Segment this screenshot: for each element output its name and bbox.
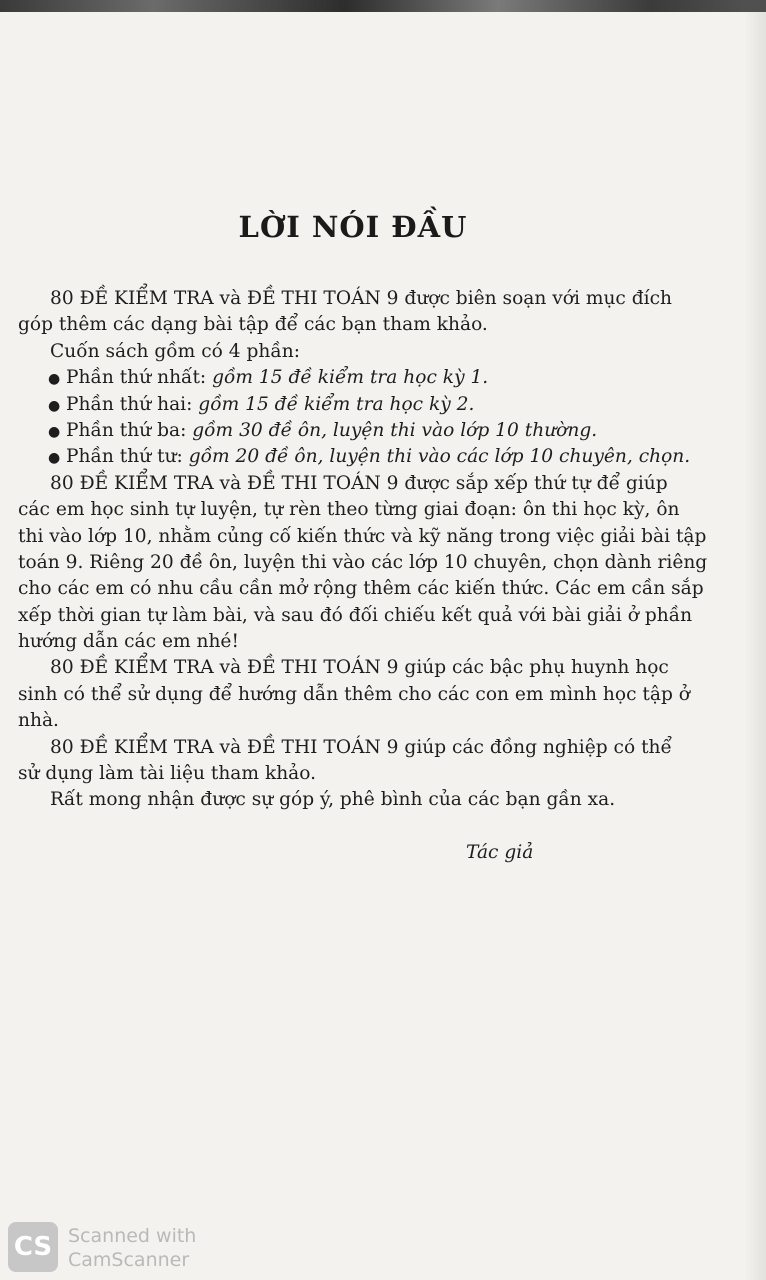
watermark-line-2: CamScanner: [68, 1249, 190, 1271]
paragraph-1-line-1: 80 ĐỀ KIỂM TRA và ĐỀ THI TOÁN 9 được biên soạn với mục đích: [50, 288, 672, 309]
part-label: Phần thứ tư:: [66, 446, 183, 468]
bullet-icon: ●: [48, 450, 61, 467]
part-desc: gồm 20 đề ôn, luyện thi vào các lớp 10 chuyên, chọn.: [188, 446, 691, 468]
paragraph-2-line-1: 80 ĐỀ KIỂM TRA và ĐỀ THI TOÁN 9 được sắp xếp thứ tự để giúp: [50, 472, 668, 494]
watermark-line-1: Scanned with: [68, 1225, 197, 1247]
part-label: Phần thứ nhất:: [66, 367, 207, 389]
paragraph-3-line-2: sinh có thể sử dụng để hướng dẫn thêm cho các con em mình học tập ở: [18, 683, 690, 705]
bullet-icon: ●: [48, 371, 61, 388]
part-desc: gồm 15 đề kiểm tra học kỳ 2.: [198, 393, 475, 415]
author-signature: Tác giả: [466, 842, 534, 863]
preface-body: [18, 286, 708, 814]
page-shadow: [744, 0, 766, 1280]
paragraph-2-line-2: các em học sinh tự luyện, tự rèn theo từng giai đoạn: ôn thi học kỳ, ôn: [18, 499, 680, 521]
part-label: Phần thứ ba:: [66, 419, 187, 441]
part-item-4: [18, 444, 694, 470]
paragraph-2-line-7: hướng dẫn các em nhé!: [18, 631, 239, 653]
scan-top-edge: [0, 0, 766, 12]
paragraph-3-line-3: nhà.: [18, 710, 59, 732]
part-item-2: [18, 392, 694, 418]
part-label: Phần thứ hai:: [66, 393, 193, 415]
part-item-1: [18, 365, 694, 391]
paragraph-4-line-1: 80 ĐỀ KIỂM TRA và ĐỀ THI TOÁN 9 giúp các đồng nghiệp có thể: [50, 736, 672, 758]
part-desc: gồm 15 đề kiểm tra học kỳ 1.: [212, 367, 489, 389]
paragraph-4-line-2: sử dụng làm tài liệu tham khảo.: [18, 763, 317, 785]
paragraph-2-line-5: cho các em có nhu cầu cần mở rộng thêm các kiến thức. Các em cần sắp: [18, 578, 704, 600]
part-desc: gồm 30 đề ôn, luyện thi vào lớp 10 thường.: [192, 419, 598, 441]
paragraph-3-line-1: 80 ĐỀ KIỂM TRA và ĐỀ THI TOÁN 9 giúp các bậc phụ huynh học: [50, 657, 669, 679]
bullet-icon: ●: [48, 397, 61, 414]
paragraph-2-line-3: thi vào lớp 10, nhằm củng cố kiến thức và kỹ năng trong việc giải bài tập: [18, 525, 707, 547]
closing-line: Rất mong nhận được sự góp ý, phê bình của các bạn gần xa.: [50, 789, 616, 811]
watermark-text: [68, 1224, 196, 1272]
structure-intro: Cuốn sách gồm có 4 phần:: [50, 340, 300, 362]
paragraph-2-line-4: toán 9. Riêng 20 đề ôn, luyện thi vào các lớp 10 chuyên, chọn dành riêng: [18, 551, 708, 573]
part-item-3: [18, 418, 694, 444]
page-title: LỜI NÓI ĐẦU: [238, 210, 468, 244]
bullet-icon: ●: [48, 423, 61, 440]
paragraph-1-line-2: góp thêm các dạng bài tập để các bạn tham khảo.: [18, 314, 488, 336]
camscanner-logo-icon: CS: [8, 1222, 58, 1272]
paragraph-2-line-6: xếp thời gian tự làm bài, và sau đó đối chiếu kết quả với bài giải ở phần: [18, 604, 693, 626]
camscanner-watermark: [8, 1222, 248, 1274]
